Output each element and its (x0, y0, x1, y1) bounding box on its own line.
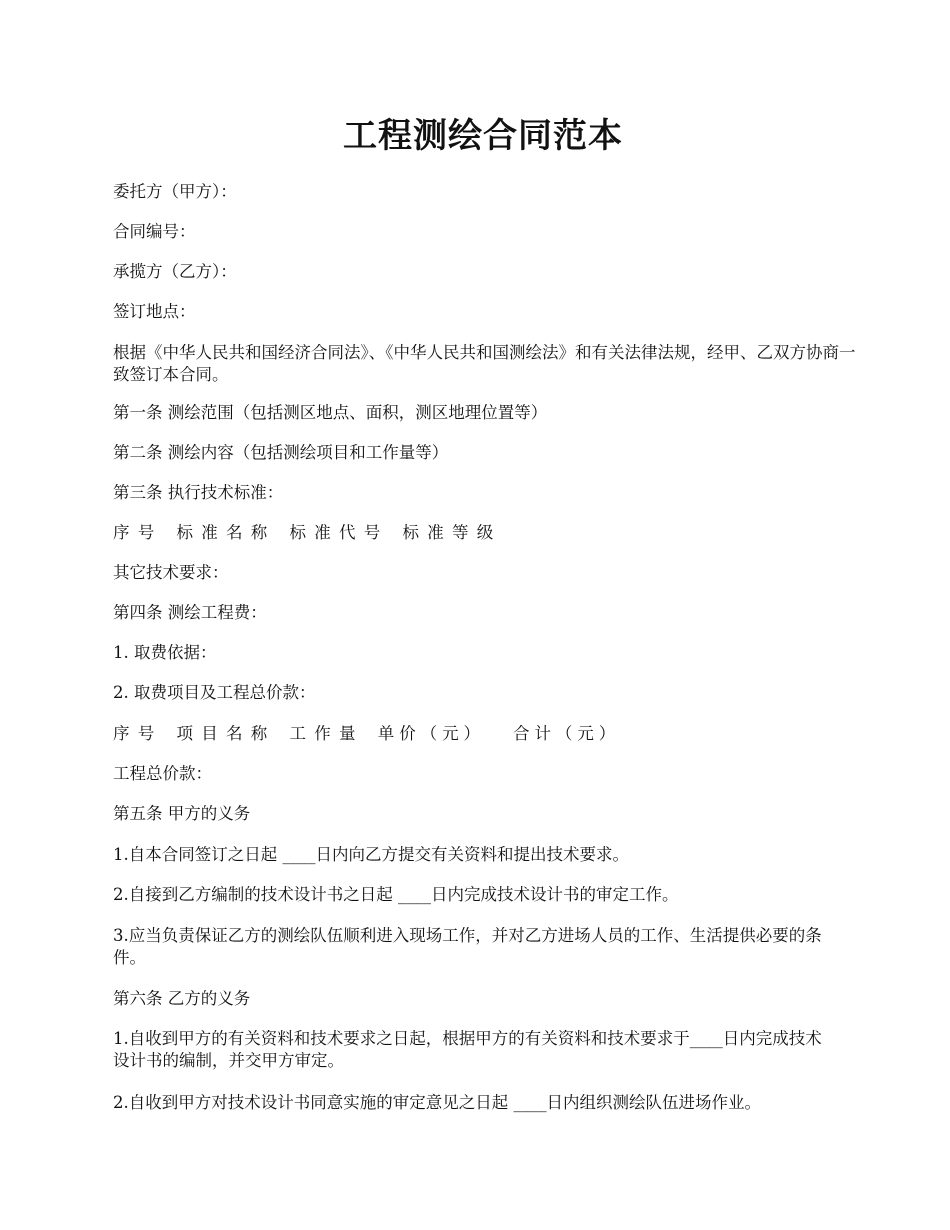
article-2: 第二条 测绘内容（包括测绘项目和工作量等） (113, 443, 449, 462)
header-item-name: 项目名称 (176, 724, 276, 743)
document-title: 工程测绘合同范本 (343, 116, 623, 156)
header-standard-name: 标准名称 (176, 523, 276, 542)
preamble-paragraph: 根据《中华人民共和国经济合同法》、《中华人民共和国测绘法》和有关法律法规，经甲、乙双方协商一致签订本合同。 (113, 343, 856, 384)
header-unit-price: 单价（元） (377, 724, 485, 743)
fee-basis-item: 1. 取费依据： (113, 643, 217, 662)
header-serial: 序号 (113, 523, 163, 542)
contractor-field: 承揽方（乙方）： (113, 262, 237, 281)
fee-table-header (113, 723, 853, 745)
client-field: 委托方（甲方）： (113, 182, 237, 201)
total-price-field: 工程总价款： (113, 764, 212, 783)
contract-number-field: 合同编号： (113, 222, 196, 241)
header-standard-code: 标准代号 (289, 523, 389, 542)
header-workload: 工作量 (289, 724, 364, 743)
article-1: 第一条 测绘范围（包括测区地点、面积，测区地理位置等） (113, 403, 548, 422)
article-5-item-1: 1.自本合同签订之日起 ____日内向乙方提交有关资料和提出技术要求。 (113, 845, 629, 864)
article-5-item-2: 2.自接到乙方编制的技术设计书之日起 ____日内完成技术设计书的审定工作。 (113, 885, 679, 904)
article-6-item-1: 1.自收到甲方的有关资料和技术要求之日起，根据甲方的有关资料和技术要求于____日内完成技术设计书的编制，并交甲方审定。 (113, 1029, 822, 1070)
article-3-heading: 第三条 执行技术标准： (113, 483, 284, 502)
article-6-heading: 第六条 乙方的义务 (113, 989, 251, 1008)
article-5-item-3: 3.应当负责保证乙方的测绘队伍顺利进入现场工作，并对乙方进场人员的工作、生活提供必要的条件。 (113, 926, 822, 967)
article-6-item-2: 2.自收到甲方对技术设计书同意实施的审定意见之日起 ____日内组织测绘队伍进场作业。 (113, 1093, 761, 1112)
header-serial: 序号 (113, 724, 163, 743)
article-5-heading: 第五条 甲方的义务 (113, 804, 251, 823)
sign-place-field: 签订地点： (113, 302, 196, 321)
article-4-heading: 第四条 测绘工程费： (113, 603, 267, 622)
header-subtotal: 合计（元） (513, 724, 621, 743)
other-tech-requirements: 其它技术要求： (113, 563, 229, 582)
fee-items-item: 2. 取费项目及工程总价款： (113, 683, 316, 702)
header-standard-level: 标准等级 (402, 523, 502, 542)
standards-table-header (113, 522, 853, 544)
